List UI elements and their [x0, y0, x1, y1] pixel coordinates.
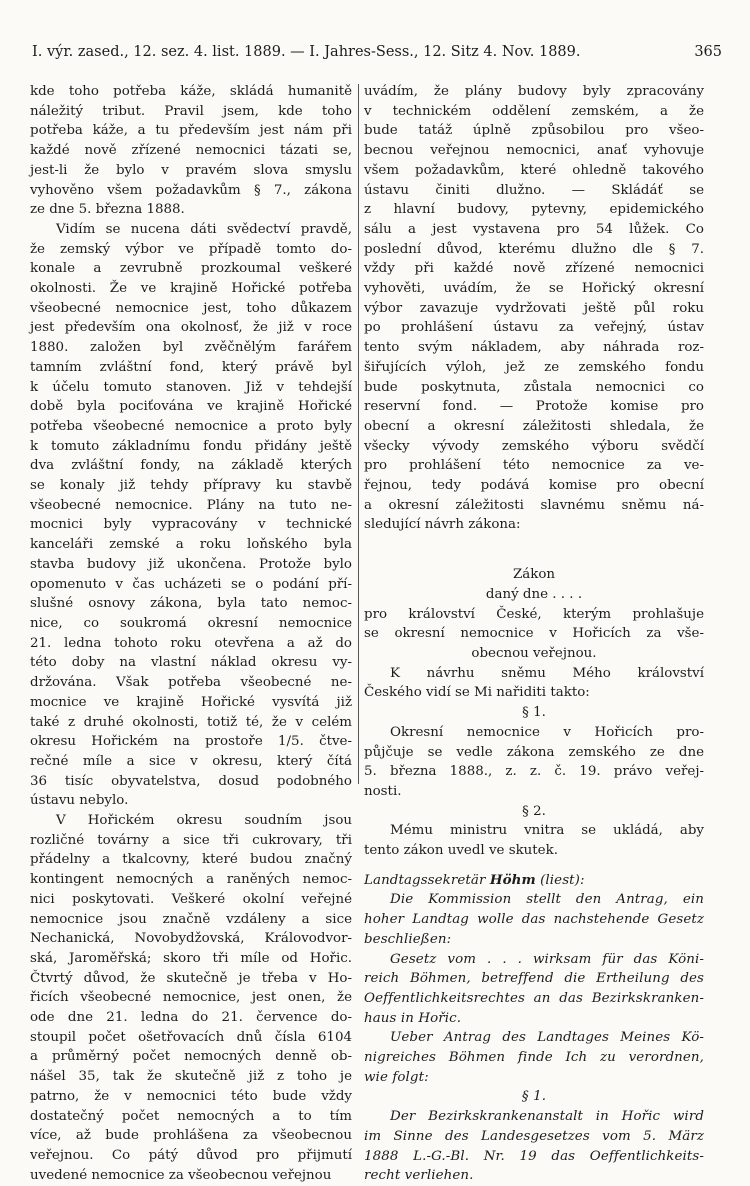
text-line: pro království České, kterým prohlašuje	[364, 606, 704, 622]
german-motion	[364, 890, 704, 949]
german-section-1-text	[364, 1107, 704, 1186]
text-line: a okresní záležitosti slavnému sněmu ná-	[364, 497, 704, 513]
text-line: více, až bude prohlášena za všeobecnou	[30, 1128, 352, 1144]
text-line: 21. ledna tohoto roku otevřena a až do	[30, 635, 352, 651]
text-line: nigreiches Böhmen finde Ich zu verordnen,	[364, 1050, 704, 1066]
text-line: rečné míle a sice v okresu, který čítá	[30, 753, 352, 769]
text-line: všeobecné nemocnice jest, toho důkazem	[30, 300, 352, 316]
german-law-title	[364, 950, 704, 1029]
text-line: ústavu nebylo.	[30, 793, 129, 809]
text-line: Okresní nemocnice v Hořicích pro-	[390, 724, 704, 740]
law-enactment	[364, 664, 704, 703]
text-line: tamním zvláštní fond, který právě byl	[30, 359, 352, 375]
text-line: po prohlášení ústavu za veřejný, ústav	[364, 320, 704, 336]
text-line: reich Böhmen, betreffend die Ertheilung des	[364, 971, 704, 987]
text-line: ská, Jaroměřská; skoro tři míle od Hořic.	[30, 950, 352, 966]
text-line: stoupil počet ošetřovacích dnů čísla 6104	[30, 1029, 352, 1045]
text-line: Ueber Antrag des Landtages Meines Kö-	[390, 1030, 704, 1046]
law-title: Zákon	[512, 567, 556, 583]
text-line: stavba budovy již ukončena. Protože bylo	[30, 556, 352, 572]
text-line: době byla pociťována ve krajině Hořické	[30, 399, 352, 415]
text-line: beschließen:	[364, 931, 452, 947]
text-line: potřeba káže, a tu především jest nám při	[30, 123, 352, 139]
text-line: bude tatáž úplně způsobilou pro všeo-	[364, 123, 704, 139]
text-line: im Sinne des Landesgesetzes vom 5. März	[364, 1128, 704, 1144]
text-line: výbor zavazuje vydržovati ještě půl roku	[364, 300, 704, 316]
text-line: 36 tisíc obyvatelstva, dosud podobného	[30, 773, 352, 789]
text-line: nášel 35, tak že skutečně již z toho je	[30, 1069, 352, 1085]
section-1-heading: § 1.	[522, 705, 546, 721]
text-line: K návrhu sněmu Mého království	[390, 665, 704, 681]
text-line: Der Bezirkskrankenanstalt in Hořic wird	[390, 1109, 704, 1125]
text-line: šiřujících výloh, jež ze zemského fondu	[364, 359, 704, 375]
text-line: hoher Landtag wolle das nachstehende Gesetz	[364, 912, 704, 928]
text-line: Čtvrtý důvod, že skutečně je třeba v Ho-	[30, 970, 352, 986]
text-line: veřejnou. Co pátý důvod pro přijmutí	[30, 1147, 352, 1163]
running-title: I. výr. zased., 12. sez. 4. list. 1889. — I. Jahres-Sess., 12. Sitz 4. Nov. 1889.	[32, 44, 581, 60]
text-line: rozličné továrny a sice tři cukrovary, tři	[30, 832, 352, 848]
reader-prefix: Landtagssekretär	[364, 872, 486, 888]
text-line: 1888 L.-G.-Bl. Nr. 19 das Oeffentlichkeits-	[364, 1148, 704, 1164]
german-section-1-heading: § 1.	[521, 1089, 547, 1105]
text-line: mocnice ve krajině Hořické vysvítá již	[30, 694, 352, 710]
text-line: kanceláři zemské a roku loňského byla	[30, 537, 352, 553]
text-line: držována. Však potřeba všeobecné ne-	[30, 675, 352, 691]
reader-line	[364, 871, 704, 891]
text-line: obecní a okresní záležitosti shledala, že	[364, 418, 704, 434]
text-line: Mému ministru vnitra se ukládá, aby	[390, 823, 704, 839]
text-line: jest-li že bylo v pravém slova smyslu	[30, 162, 352, 178]
text-line: slušné osnovy zákona, byla tato nemoc-	[30, 596, 352, 612]
text-line: ze dne 5. března 1888.	[30, 202, 185, 218]
text-line: potřeba všeobecné nemocnice a proto byly	[30, 418, 352, 434]
text-line: v technickém oddělení zemském, a že	[364, 103, 704, 119]
text-line: V Hořickém okresu soudním jsou	[56, 813, 352, 829]
text-line: 1880. založen byl zvěčnělým farářem	[30, 340, 352, 356]
text-line: že zemský výbor ve případě tomto do-	[30, 241, 352, 257]
text-line: recht verliehen.	[364, 1168, 474, 1184]
text-line: nice, co soukromá okresní nemocnice	[30, 615, 352, 631]
text-line: kde toho potřeba káže, skládá humanitě	[30, 84, 352, 99]
text-line: všeobecné nemocnice. Plány na tuto ne-	[30, 497, 352, 513]
report-text	[364, 82, 704, 535]
text-line: jest především ona okolnosť, že již v roce	[30, 320, 352, 336]
text-line: také z druhé okolnosti, totiž té, že v celém	[30, 714, 352, 730]
text-line: reservní fond. — Protože komise pro	[364, 399, 704, 415]
text-line: uvádím, že plány budovy byly zpracovány	[364, 84, 704, 99]
text-line: z hlavní budovy, pytevny, epidemického	[364, 202, 704, 218]
text-line: této doby na vlastní náklad okresu vy-	[30, 655, 352, 671]
column-divider	[358, 84, 359, 784]
text-line: řejnou, tedy podává komise pro obecní	[364, 478, 704, 494]
text-line: Gesetz vom . . . wirksam für das Köni-	[390, 951, 704, 967]
text-line: Nechanická, Novobydžovská, Královodvor-	[30, 931, 352, 947]
text-line: poslední důvod, kterému dlužno dle § 7.	[364, 241, 704, 257]
law-intro	[364, 605, 704, 664]
text-line: přádelny a tkalcovny, které budou značný	[30, 852, 352, 868]
right-column	[364, 82, 704, 1186]
text-line: opomenuto v čas ucházeti se o podání pří-	[30, 576, 352, 592]
text-line: vyhověti, uvádím, že se Hořický okresní	[364, 281, 704, 297]
text-line: všem požadavkům, které ohledně takového	[364, 162, 704, 178]
text-line: haus in Hořic.	[364, 1010, 462, 1026]
text-line: nosti.	[364, 783, 402, 799]
left-column	[30, 82, 352, 1185]
text-line: a průměrný počet nemocných denně ob-	[30, 1049, 352, 1065]
text-line: se okresní nemocnice v Hořicích za vše-	[364, 626, 704, 642]
section-2-text	[364, 821, 704, 860]
text-line: Vidím se nucena dáti svědectví pravdě,	[56, 221, 352, 237]
text-line: Českého vidí se Mi nařiditi takto:	[364, 685, 590, 701]
text-line: obecnou veřejnou.	[471, 645, 597, 661]
text-line: dva zvláštní fondy, na základě kterých	[30, 458, 352, 474]
text-line: vyhověno všem požadavkům § 7., zákona	[30, 182, 352, 198]
text-line: řicích všeobecné nemocnice, jest onen, že	[30, 990, 352, 1006]
text-line: dostatečný počet nemocných a to tím	[30, 1108, 352, 1124]
text-line: nici poskytovati. Veškeré okolní veřejné	[30, 891, 352, 907]
text-line: Oeffentlichkeitsrechtes an das Bezirkskranken-	[364, 990, 704, 1006]
text-line: ode dne 21. ledna do 21. července do-	[30, 1010, 352, 1026]
section-2-heading: § 2.	[522, 803, 546, 819]
text-line: uvedené nemocnice za všeobecnou veřejnou	[30, 1167, 332, 1183]
text-line: náležitý tribut. Pravil jsem, kde toho	[30, 103, 352, 119]
text-line: konale a zevrubně prozkoumal veškeré	[30, 261, 352, 277]
text-line: pro prohlášení této nemocnice za ve-	[364, 458, 704, 474]
text-line: každé nově zřízené nemocnici tázati se,	[30, 143, 352, 159]
text-line: k tomuto základnímu fondu přidány ještě	[30, 438, 352, 454]
page-number: 365	[694, 44, 722, 60]
text-line: se konaly již tehdy přípravy ku stavbě	[30, 478, 352, 494]
text-line: kontingent nemocných a raněných nemoc-	[30, 872, 352, 888]
reader-name: Höhm	[489, 871, 536, 888]
text-line: mocnici byly vypracovány v technické	[30, 517, 352, 533]
text-line: Die Kommission stellt den Antrag, ein	[390, 892, 704, 908]
text-line: sálu a jest vystavena pro 54 lůžek. Co	[364, 221, 704, 237]
text-line: okresu Hořickém na prostoře 1/5. čtve-	[30, 734, 352, 750]
text-line: k účelu tomuto stanoven. Již v tehdejší	[30, 379, 352, 395]
text-line: tento zákon uvedl ve skutek.	[364, 843, 558, 859]
text-line: wie folgt:	[364, 1069, 429, 1085]
german-enactment	[364, 1028, 704, 1087]
text-line: tento svým nákladem, aby náhrada roz-	[364, 340, 704, 356]
text-line: okolnosti. Že ve krajině Hořické potřeba	[30, 281, 352, 297]
text-line: 5. března 1888., z. z. č. 19. právo veřej-	[364, 764, 704, 780]
text-line: všecky vývody zemského výboru svědčí	[364, 438, 704, 454]
law-dated: daný dne . . . .	[485, 586, 583, 602]
text-line: ústavu činiti dlužno. — Skládáť se	[364, 182, 704, 198]
text-line: půjčuje se vedle zákona zemského ze dne	[364, 744, 704, 760]
page-header	[32, 44, 722, 68]
text-line: sledující návrh zákona:	[364, 517, 521, 533]
text-line: bude poskytnuta, zůstala nemocnici co	[364, 379, 704, 395]
text-line: vždy při každé nově zřízené nemocnici	[364, 261, 704, 277]
reader-suffix: (liest):	[540, 872, 585, 888]
text-line: patrno, že v nemocnici této bude vždy	[30, 1088, 352, 1104]
text-line: becnou veřejnou nemocnici, anať vyhovuje	[364, 143, 704, 159]
section-1-text	[364, 723, 704, 802]
text-line: nemocnice jsou značně vzdáleny a sice	[30, 911, 352, 927]
